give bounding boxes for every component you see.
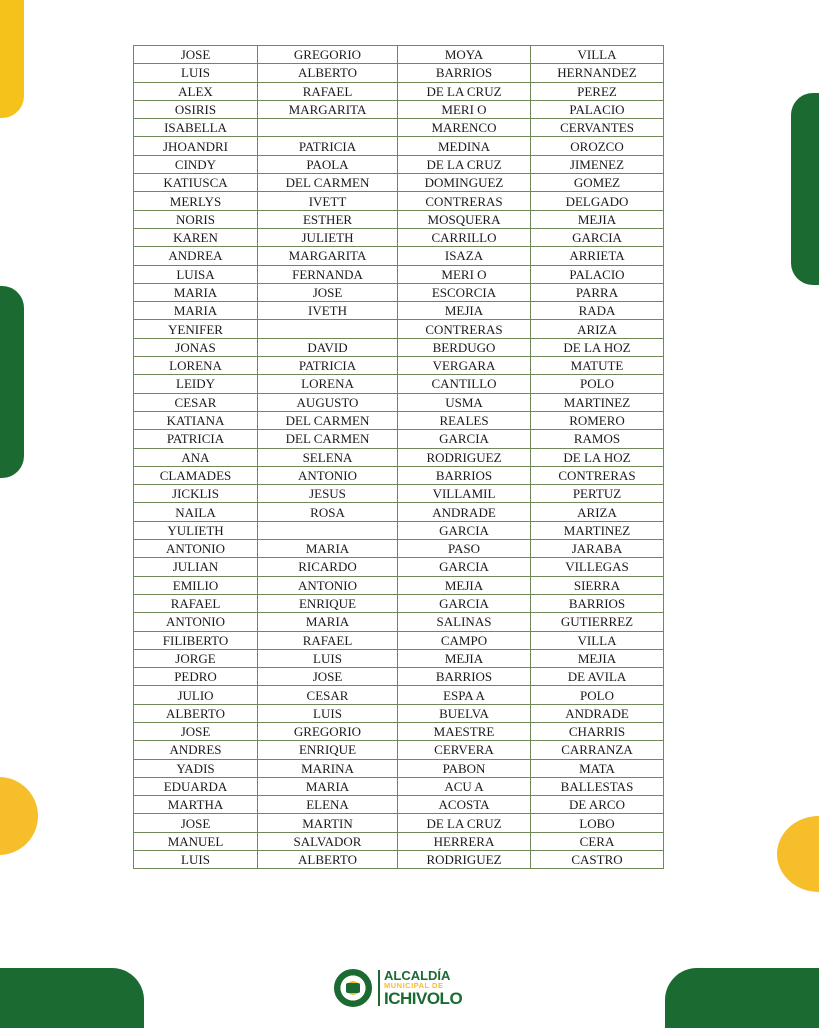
table-row <box>134 796 664 814</box>
table-cell: KATIUSCA <box>134 174 258 192</box>
table-cell: PABON <box>398 759 531 777</box>
table-cell: GARCIA <box>398 521 531 539</box>
table-cell: ELENA <box>258 796 398 814</box>
table-cell: MOYA <box>398 46 531 64</box>
table-cell: JIMENEZ <box>531 155 664 173</box>
table-row <box>134 540 664 558</box>
table-cell: CARRILLO <box>398 228 531 246</box>
table-cell: LOBO <box>531 814 664 832</box>
table-cell: MOSQUERA <box>398 210 531 228</box>
table-cell: JICKLIS <box>134 485 258 503</box>
table-cell: VILLEGAS <box>531 558 664 576</box>
table-cell: DE ARCO <box>531 796 664 814</box>
table-cell: SELENA <box>258 448 398 466</box>
table-cell: DEL CARMEN <box>258 411 398 429</box>
table-cell: ANDREA <box>134 247 258 265</box>
table-cell: ARIZA <box>531 320 664 338</box>
table-cell: MAESTRE <box>398 722 531 740</box>
table-cell: CLAMADES <box>134 466 258 484</box>
table-cell: RAFAEL <box>258 631 398 649</box>
table-cell <box>258 119 398 137</box>
table-cell: JULIO <box>134 686 258 704</box>
table-cell: OROZCO <box>531 137 664 155</box>
table-cell: MARIA <box>258 540 398 558</box>
table-row <box>134 192 664 210</box>
table-cell: ARIZA <box>531 503 664 521</box>
table-cell: POLO <box>531 375 664 393</box>
table-cell: PEREZ <box>531 82 664 100</box>
decor-yellow-tab-top-left <box>0 0 24 118</box>
table-row <box>134 686 664 704</box>
table-cell: BARRIOS <box>398 466 531 484</box>
table-cell: CHARRIS <box>531 722 664 740</box>
table-cell: CAMPO <box>398 631 531 649</box>
logo-divider <box>378 970 380 1006</box>
table-cell: LUIS <box>258 649 398 667</box>
table-row <box>134 649 664 667</box>
table-cell: BALLESTAS <box>531 777 664 795</box>
table-cell: PATRICIA <box>258 357 398 375</box>
table-cell: ANTONIO <box>134 540 258 558</box>
table-row <box>134 466 664 484</box>
table-row <box>134 357 664 375</box>
table-cell: KAREN <box>134 228 258 246</box>
table-cell: GARCIA <box>398 594 531 612</box>
table-cell: VILLA <box>531 631 664 649</box>
logo-line-2: MUNICIPAL DE <box>384 981 444 991</box>
table-cell: RADA <box>531 302 664 320</box>
table-cell: NORIS <box>134 210 258 228</box>
table-cell: ALBERTO <box>134 704 258 722</box>
table-cell: MERI O <box>398 100 531 118</box>
table-cell: ACU A <box>398 777 531 795</box>
table-cell: MARGARITA <box>258 247 398 265</box>
table-cell: LUIS <box>134 851 258 869</box>
table-cell: MARENCO <box>398 119 531 137</box>
table-cell: PAOLA <box>258 155 398 173</box>
table-cell: ESTHER <box>258 210 398 228</box>
table-row <box>134 558 664 576</box>
table-cell: GARCIA <box>398 558 531 576</box>
table-row <box>134 247 664 265</box>
table-cell: MARTIN <box>258 814 398 832</box>
table-row <box>134 174 664 192</box>
table-cell: ARRIETA <box>531 247 664 265</box>
table-cell: JHOANDRI <box>134 137 258 155</box>
table-cell: JORGE <box>134 649 258 667</box>
table-cell: MARIA <box>134 302 258 320</box>
table-cell: YADIS <box>134 759 258 777</box>
table-cell: GARCIA <box>398 430 531 448</box>
table-cell: VILLAMIL <box>398 485 531 503</box>
table-cell: EMILIO <box>134 576 258 594</box>
table-cell: LUISA <box>134 265 258 283</box>
decor-yellow-circle-right <box>777 816 819 892</box>
table-cell: RODRIGUEZ <box>398 851 531 869</box>
table-cell: NAILA <box>134 503 258 521</box>
table-cell: MARGARITA <box>258 100 398 118</box>
table-cell: CERA <box>531 832 664 850</box>
table-cell: ACOSTA <box>398 796 531 814</box>
table-row <box>134 430 664 448</box>
table-cell: GREGORIO <box>258 722 398 740</box>
table-row <box>134 393 664 411</box>
table-cell: IVETT <box>258 192 398 210</box>
table-row <box>134 283 664 301</box>
table-cell: ALBERTO <box>258 851 398 869</box>
table-cell: MEJIA <box>531 649 664 667</box>
table-cell: MARINA <box>258 759 398 777</box>
table-cell: ANA <box>134 448 258 466</box>
table-cell: CESAR <box>258 686 398 704</box>
table-cell: EDUARDA <box>134 777 258 795</box>
table-cell: OSIRIS <box>134 100 258 118</box>
table-cell: DE LA CRUZ <box>398 82 531 100</box>
table-cell: JOSE <box>258 668 398 686</box>
table-cell: RAFAEL <box>258 82 398 100</box>
table-cell: ANDRADE <box>531 704 664 722</box>
table-row <box>134 722 664 740</box>
table-cell: ENRIQUE <box>258 741 398 759</box>
table-cell: LUIS <box>134 64 258 82</box>
table-cell: BARRIOS <box>531 594 664 612</box>
table-cell: GUTIERREZ <box>531 613 664 631</box>
table-cell: ESPA A <box>398 686 531 704</box>
table-row <box>134 228 664 246</box>
table-row <box>134 741 664 759</box>
table-cell: DAVID <box>258 338 398 356</box>
table-cell: ANDRES <box>134 741 258 759</box>
table-cell: MEDINA <box>398 137 531 155</box>
table-cell: MARTINEZ <box>531 393 664 411</box>
decor-green-tab-right <box>791 93 819 285</box>
table-row <box>134 155 664 173</box>
table-cell: RICARDO <box>258 558 398 576</box>
table-cell <box>258 320 398 338</box>
table-cell: PATRICIA <box>258 137 398 155</box>
table-row <box>134 338 664 356</box>
table-cell: JARABA <box>531 540 664 558</box>
table-cell: LORENA <box>134 357 258 375</box>
table-cell: MATUTE <box>531 357 664 375</box>
table-cell: RODRIGUEZ <box>398 448 531 466</box>
table-cell: ESCORCIA <box>398 283 531 301</box>
table-cell: ALBERTO <box>258 64 398 82</box>
table-cell: MEJIA <box>398 576 531 594</box>
table-row <box>134 46 664 64</box>
table-cell: CERVANTES <box>531 119 664 137</box>
table-cell: PERTUZ <box>531 485 664 503</box>
table-row <box>134 302 664 320</box>
table-cell: BARRIOS <box>398 668 531 686</box>
table-cell: CARRANZA <box>531 741 664 759</box>
table-cell: MANUEL <box>134 832 258 850</box>
table-cell: CONTRERAS <box>398 320 531 338</box>
table-cell: LUIS <box>258 704 398 722</box>
table-cell: PALACIO <box>531 265 664 283</box>
municipal-seal-icon <box>334 969 372 1007</box>
table-row <box>134 594 664 612</box>
table-row <box>134 759 664 777</box>
names-table <box>133 45 664 869</box>
table-cell: JULIAN <box>134 558 258 576</box>
table-cell: DE LA CRUZ <box>398 814 531 832</box>
table-row <box>134 485 664 503</box>
table-cell: SALINAS <box>398 613 531 631</box>
table-cell: MARTHA <box>134 796 258 814</box>
table-cell: CONTRERAS <box>531 466 664 484</box>
table-cell: CESAR <box>134 393 258 411</box>
table-cell: ANTONIO <box>258 576 398 594</box>
table-cell: MARIA <box>258 777 398 795</box>
table-cell: POLO <box>531 686 664 704</box>
table-cell: MARIA <box>258 613 398 631</box>
table-row <box>134 503 664 521</box>
table-cell: ISABELLA <box>134 119 258 137</box>
table-row <box>134 100 664 118</box>
table-row <box>134 704 664 722</box>
table-cell: BUELVA <box>398 704 531 722</box>
table-cell: FILIBERTO <box>134 631 258 649</box>
table-cell: ANTONIO <box>134 613 258 631</box>
table-cell: DEL CARMEN <box>258 430 398 448</box>
table-row <box>134 851 664 869</box>
table-cell: REALES <box>398 411 531 429</box>
table-cell: BERDUGO <box>398 338 531 356</box>
logo-line-1: ALCALDÍA <box>384 968 451 984</box>
logo-line-3: ICHIVOLO <box>384 988 463 1008</box>
table-cell: ROMERO <box>531 411 664 429</box>
table-cell: SIERRA <box>531 576 664 594</box>
table-cell <box>258 521 398 539</box>
table-cell: JOSE <box>134 46 258 64</box>
table-cell: CONTRERAS <box>398 192 531 210</box>
decor-green-tab-left <box>0 286 24 478</box>
table-row <box>134 631 664 649</box>
alcaldia-logo <box>334 966 474 1010</box>
table-row <box>134 668 664 686</box>
table-cell: MEJIA <box>398 302 531 320</box>
table-cell: MARIA <box>134 283 258 301</box>
table-cell: SALVADOR <box>258 832 398 850</box>
table-row <box>134 119 664 137</box>
table-cell: YENIFER <box>134 320 258 338</box>
table-row <box>134 320 664 338</box>
table-row <box>134 137 664 155</box>
table-row <box>134 210 664 228</box>
table-cell: ANDRADE <box>398 503 531 521</box>
table-cell: GOMEZ <box>531 174 664 192</box>
table-cell: DEL CARMEN <box>258 174 398 192</box>
table-cell: MERI O <box>398 265 531 283</box>
decor-green-footer-left <box>0 968 144 1028</box>
decor-yellow-circle-left <box>0 777 38 855</box>
table-row <box>134 576 664 594</box>
table-cell: ISAZA <box>398 247 531 265</box>
table-cell: PALACIO <box>531 100 664 118</box>
table-cell: JULIETH <box>258 228 398 246</box>
table-row <box>134 521 664 539</box>
table-row <box>134 448 664 466</box>
table-row <box>134 375 664 393</box>
table-row <box>134 411 664 429</box>
table-cell: DE AVILA <box>531 668 664 686</box>
table-cell: RAMOS <box>531 430 664 448</box>
table-cell: DE LA HOZ <box>531 448 664 466</box>
table-cell: DOMINGUEZ <box>398 174 531 192</box>
table-cell: JONAS <box>134 338 258 356</box>
table-cell: JOSE <box>258 283 398 301</box>
table-row <box>134 64 664 82</box>
table-row <box>134 82 664 100</box>
table-cell: PATRICIA <box>134 430 258 448</box>
table-cell: BARRIOS <box>398 64 531 82</box>
decor-green-footer-right <box>665 968 819 1028</box>
table-cell: VERGARA <box>398 357 531 375</box>
table-cell: CINDY <box>134 155 258 173</box>
table-cell: JESUS <box>258 485 398 503</box>
table-cell: ALEX <box>134 82 258 100</box>
names-table-body <box>134 46 664 869</box>
table-cell: VILLA <box>531 46 664 64</box>
table-cell: MATA <box>531 759 664 777</box>
table-cell: JOSE <box>134 722 258 740</box>
table-cell: CERVERA <box>398 741 531 759</box>
table-row <box>134 832 664 850</box>
table-cell: LORENA <box>258 375 398 393</box>
table-cell: USMA <box>398 393 531 411</box>
table-cell: PEDRO <box>134 668 258 686</box>
table-row <box>134 814 664 832</box>
table-cell: CASTRO <box>531 851 664 869</box>
table-cell: ANTONIO <box>258 466 398 484</box>
table-cell: JOSE <box>134 814 258 832</box>
table-cell: HERNANDEZ <box>531 64 664 82</box>
table-cell: MEJIA <box>531 210 664 228</box>
table-cell: AUGUSTO <box>258 393 398 411</box>
table-cell: YULIETH <box>134 521 258 539</box>
table-cell: DE LA HOZ <box>531 338 664 356</box>
table-cell: GREGORIO <box>258 46 398 64</box>
table-cell: FERNANDA <box>258 265 398 283</box>
table-cell: LEIDY <box>134 375 258 393</box>
table-cell: HERRERA <box>398 832 531 850</box>
table-cell: MARTINEZ <box>531 521 664 539</box>
table-cell: PASO <box>398 540 531 558</box>
table-cell: MEJIA <box>398 649 531 667</box>
table-cell: GARCIA <box>531 228 664 246</box>
table-cell: MERLYS <box>134 192 258 210</box>
table-cell: DE LA CRUZ <box>398 155 531 173</box>
table-cell: DELGADO <box>531 192 664 210</box>
table-cell: CANTILLO <box>398 375 531 393</box>
table-cell: ROSA <box>258 503 398 521</box>
logo-wordmark <box>384 969 462 1007</box>
table-cell: IVETH <box>258 302 398 320</box>
table-row <box>134 613 664 631</box>
table-cell: PARRA <box>531 283 664 301</box>
table-cell: RAFAEL <box>134 594 258 612</box>
table-row <box>134 777 664 795</box>
table-row <box>134 265 664 283</box>
table-cell: KATIANA <box>134 411 258 429</box>
table-cell: ENRIQUE <box>258 594 398 612</box>
